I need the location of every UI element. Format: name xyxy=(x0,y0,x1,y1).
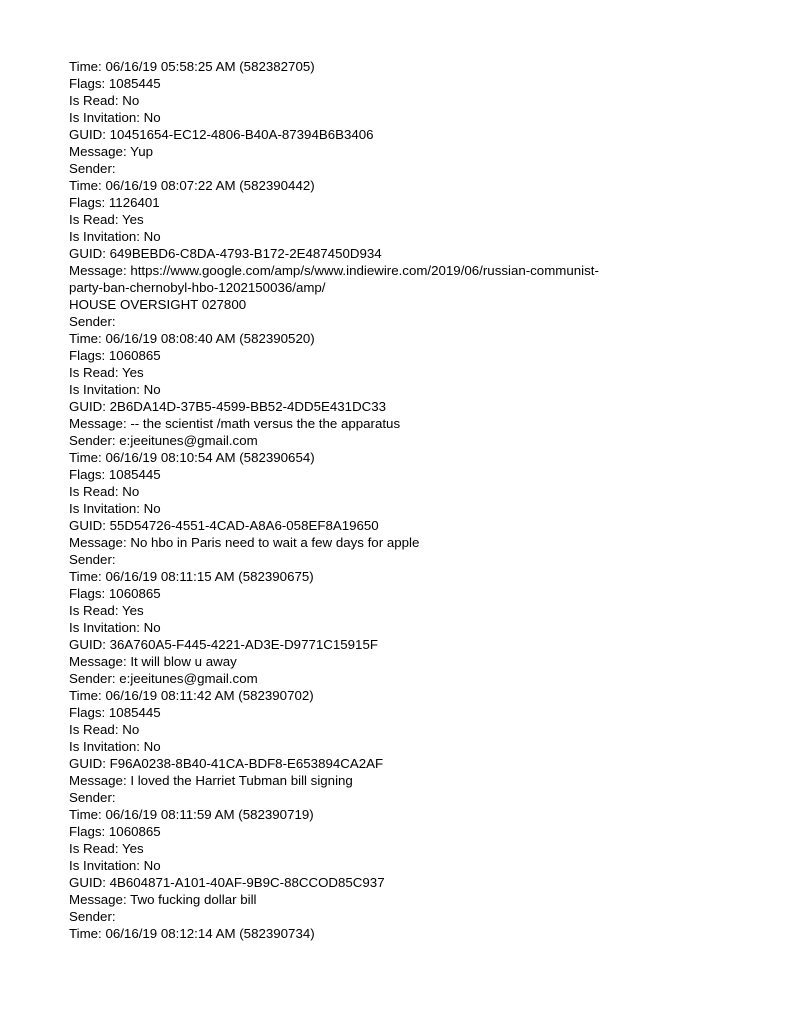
text-line: Time: 06/16/19 08:12:14 AM (582390734) xyxy=(69,926,315,941)
text-line: Time: 06/16/19 08:10:54 AM (582390654) xyxy=(69,450,315,465)
text-line: Sender: xyxy=(69,909,116,924)
text-line: Is Read: No xyxy=(69,484,140,499)
text-line: Message: Two fucking dollar bill xyxy=(69,892,257,907)
text-line: Sender: e:jeeitunes@gmail.com xyxy=(69,671,258,686)
text-line: Is Read: Yes xyxy=(69,365,144,380)
text-line: Sender: xyxy=(69,552,116,567)
text-line: Is Invitation: No xyxy=(69,382,161,397)
text-line: GUID: 36A760A5-F445-4221-AD3E-D9771C15915F xyxy=(69,637,378,652)
document-page xyxy=(69,58,769,942)
text-line: Message: It will blow u away xyxy=(69,654,237,669)
text-line: Flags: 1085445 xyxy=(69,76,161,91)
text-line: Flags: 1126401 xyxy=(69,195,160,210)
text-line: Time: 06/16/19 08:07:22 AM (582390442) xyxy=(69,178,315,193)
text-line: Flags: 1085445 xyxy=(69,705,161,720)
text-line: Is Read: Yes xyxy=(69,841,144,856)
text-line: Is Invitation: No xyxy=(69,620,161,635)
text-line: Time: 06/16/19 08:11:42 AM (582390702) xyxy=(69,688,314,703)
text-line: Message: https://www.google.com/amp/s/www.indiewire.com/2019/06/russian-communist- xyxy=(69,263,599,278)
text-line: Is Read: No xyxy=(69,93,140,108)
text-line: Is Invitation: No xyxy=(69,229,161,244)
text-line: Sender: xyxy=(69,790,116,805)
text-line: Is Invitation: No xyxy=(69,110,161,125)
text-line: Sender: xyxy=(69,314,116,329)
text-line: GUID: F96A0238-8B40-41CA-BDF8-E653894CA2AF xyxy=(69,756,384,771)
text-line: Time: 06/16/19 08:11:15 AM (582390675) xyxy=(69,569,314,584)
text-line: Message: -- the scientist /math versus the the apparatus xyxy=(69,416,401,431)
text-line: Message: No hbo in Paris need to wait a few days for apple xyxy=(69,535,420,550)
text-line: Time: 06/16/19 08:11:59 AM (582390719) xyxy=(69,807,314,822)
text-line: Flags: 1085445 xyxy=(69,467,161,482)
text-line: Flags: 1060865 xyxy=(69,348,161,363)
text-line: Is Read: Yes xyxy=(69,212,144,227)
text-line: HOUSE OVERSIGHT 027800 xyxy=(69,297,247,312)
text-line: Message: Yup xyxy=(69,144,154,159)
text-line: Sender: xyxy=(69,161,116,176)
text-line: Time: 06/16/19 05:58:25 AM (582382705) xyxy=(69,59,315,74)
text-line: GUID: 649BEBD6-C8DA-4793-B172-2E487450D934 xyxy=(69,246,382,261)
text-line: GUID: 10451654-EC12-4806-B40A-87394B6B3406 xyxy=(69,127,374,142)
text-line: Message: I loved the Harriet Tubman bill signing xyxy=(69,773,353,788)
text-line: party-ban-chernobyl-hbo-1202150036/amp/ xyxy=(69,280,326,295)
text-line: GUID: 55D54726-4551-4CAD-A8A6-058EF8A19650 xyxy=(69,518,379,533)
text-line: Is Read: Yes xyxy=(69,603,144,618)
text-line: Sender: e:jeeitunes@gmail.com xyxy=(69,433,258,448)
text-line: Is Invitation: No xyxy=(69,739,161,754)
text-line: Is Read: No xyxy=(69,722,140,737)
text-line: Flags: 1060865 xyxy=(69,586,161,601)
text-line: Time: 06/16/19 08:08:40 AM (582390520) xyxy=(69,331,315,346)
text-line: GUID: 2B6DA14D-37B5-4599-BB52-4DD5E431DC33 xyxy=(69,399,387,414)
text-line: Is Invitation: No xyxy=(69,858,161,873)
text-line: Is Invitation: No xyxy=(69,501,161,516)
text-line: GUID: 4B604871-A101-40AF-9B9C-88CCOD85C937 xyxy=(69,875,385,890)
text-line: Flags: 1060865 xyxy=(69,824,161,839)
